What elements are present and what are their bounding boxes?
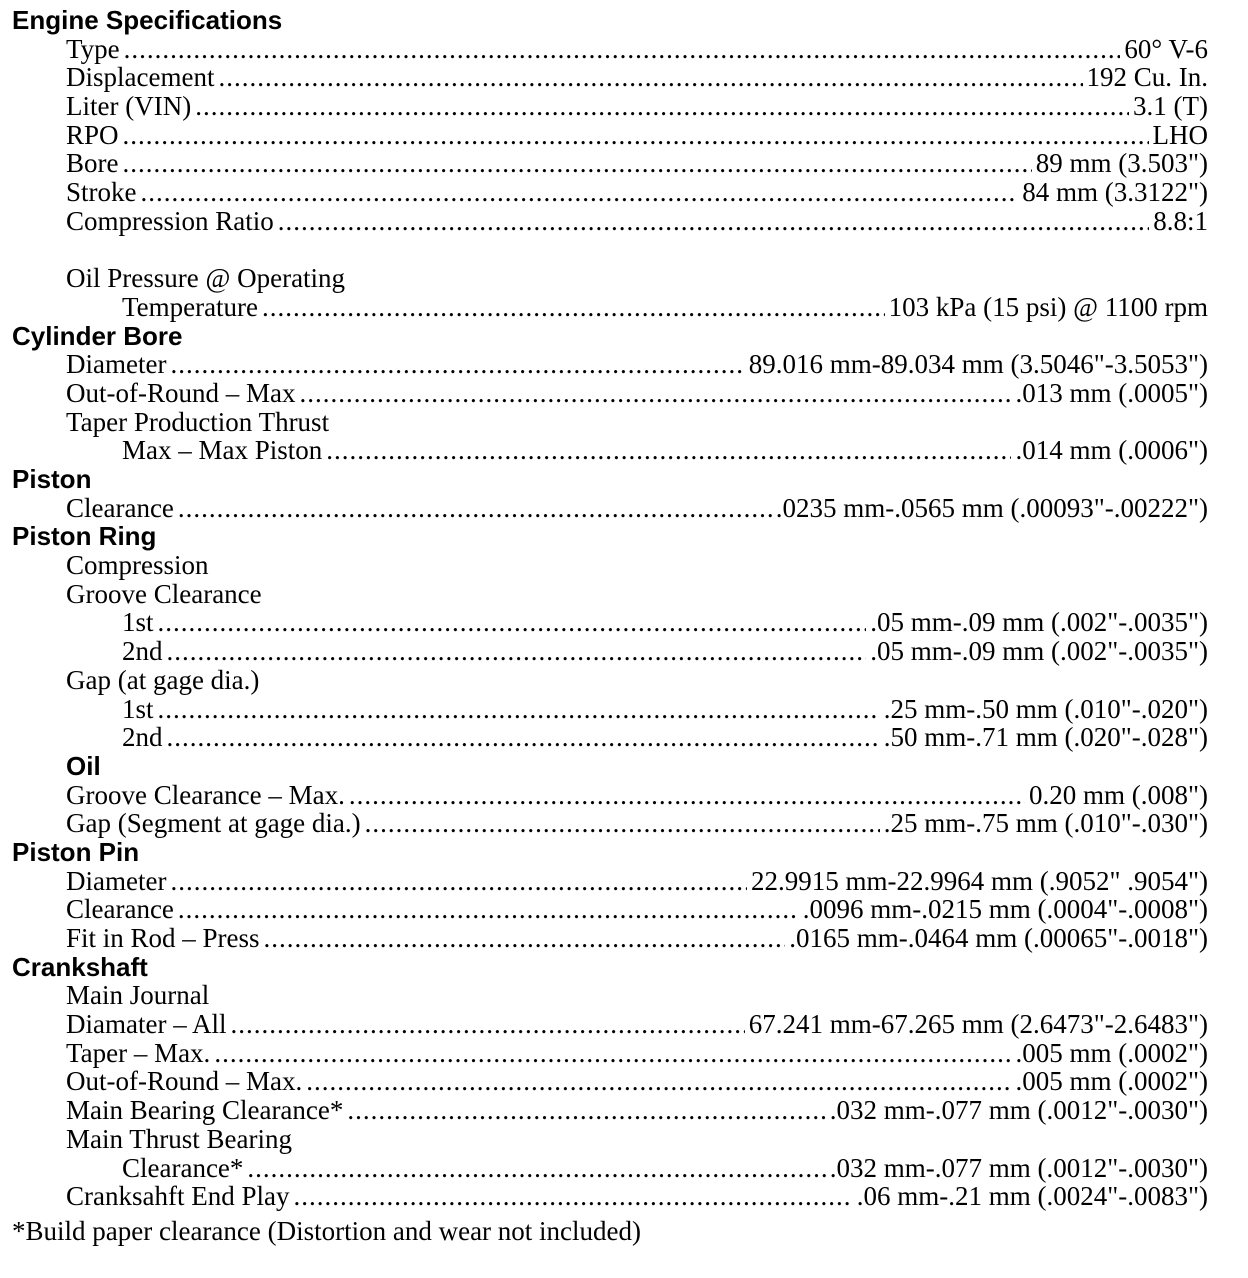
spec-row-compression-ratio: [12, 207, 1208, 236]
spec-row-groove-2nd: [12, 637, 1208, 666]
section-title-piston-ring: Piston Ring: [12, 521, 157, 552]
spec-value: 84 mm (3.3122"): [1022, 177, 1208, 208]
spec-row-pin-clearance: [12, 895, 1208, 924]
spec-label: RPO: [66, 119, 119, 150]
spec-value: .0096 mm-.0215 mm (.0004"-.0008"): [802, 894, 1208, 925]
dot-leader: [170, 867, 747, 896]
dot-leader: [278, 207, 1149, 236]
spec-row-piston-clearance: [12, 494, 1208, 523]
spec-value: 89.016 mm-89.034 mm (3.5046"-3.5053"): [748, 349, 1208, 380]
dot-leader: [141, 178, 1019, 207]
spec-label: Liter (VIN): [66, 91, 192, 122]
spec-label: Fit in Rod – Press: [66, 923, 260, 953]
spec-label: Compression Ratio: [66, 205, 274, 236]
spec-sheet: [12, 6, 1208, 1246]
spec-label: Out-of-Round – Max.: [66, 1066, 303, 1097]
spec-value: .50 mm-.71 mm (.020"-.028"): [883, 722, 1208, 753]
spec-row-liter: [12, 92, 1208, 121]
footnote: *Build paper clearance (Distortion and wear not included): [12, 1215, 642, 1246]
spec-label: Diamater – All: [66, 1009, 227, 1040]
section-title-cylinder-bore: Cylinder Bore: [12, 320, 183, 351]
spec-row-crank-out-of-round: [12, 1067, 1208, 1096]
spec-row-gap-2nd: [12, 723, 1208, 752]
spec-label: Clearance: [66, 492, 174, 523]
spec-label: Clearance*: [122, 1152, 244, 1183]
dot-leader: [349, 781, 1025, 810]
dot-leader: [170, 350, 744, 379]
section-title-piston-pin: Piston Pin: [12, 836, 140, 867]
dot-leader: [158, 695, 880, 724]
section-title-crankshaft: Crankshaft: [12, 951, 148, 982]
dot-leader: [124, 35, 1121, 64]
spec-label-oil-pressure: Oil Pressure @ Operating: [66, 263, 346, 294]
spec-row-gap-1st: [12, 695, 1208, 724]
spec-label: Gap (Segment at gage dia.): [66, 808, 361, 839]
dot-leader: [214, 1039, 1011, 1068]
spec-value: 103 kPa (15 psi) @ 1100 rpm: [888, 291, 1208, 322]
spec-row-oil-groove: [12, 781, 1208, 810]
spec-row-displacement: [12, 63, 1208, 92]
dot-leader: [347, 1096, 825, 1125]
spec-value: 60° V-6: [1124, 33, 1208, 64]
spec-value: 3.1 (T): [1133, 91, 1208, 122]
spec-label: Displacement: [66, 62, 215, 93]
spec-label: 2nd: [122, 636, 163, 667]
dot-leader: [218, 63, 1082, 92]
spec-label: Bore: [66, 148, 119, 179]
spec-row-thrust-bearing: [12, 1154, 1208, 1183]
spec-value: 8.8:1: [1153, 205, 1208, 236]
spec-label-taper: Taper Production Thrust: [66, 406, 330, 437]
dot-leader: [123, 121, 1149, 150]
spec-value: .014 mm (.0006"): [1015, 435, 1208, 466]
spec-label-gap: Gap (at gage dia.): [66, 664, 260, 695]
dot-leader: [167, 637, 867, 666]
dot-leader: [264, 924, 786, 953]
spec-row-end-play: [12, 1182, 1208, 1211]
spec-value: .032 mm-.077 mm (.0012"-.0030"): [829, 1152, 1208, 1183]
spec-value: .25 mm-.75 mm (.010"-.030"): [883, 808, 1208, 839]
spec-value: 89 mm (3.503"): [1035, 148, 1208, 179]
spec-row-crank-taper: [12, 1039, 1208, 1068]
spec-row-stroke: [12, 178, 1208, 207]
spec-value: .25 mm-.50 mm (.010"-.020"): [883, 693, 1208, 724]
spec-label: 1st: [122, 607, 154, 638]
spec-row-taper: [12, 436, 1208, 465]
spec-label: Out-of-Round – Max: [66, 377, 296, 408]
dot-leader: [365, 809, 880, 838]
spec-value: 0.20 mm (.008"): [1028, 779, 1208, 810]
dot-leader: [247, 1154, 825, 1183]
spacer: [12, 236, 1208, 265]
spec-label: Taper – Max.: [66, 1037, 211, 1068]
spec-label: Clearance: [66, 894, 174, 925]
spec-row-pin-fit: [12, 924, 1208, 953]
dot-leader: [158, 608, 867, 637]
spec-label-compression: Compression: [66, 550, 209, 581]
dot-leader: [299, 379, 1011, 408]
spec-value: .032 mm-.077 mm (.0012"-.0030"): [829, 1095, 1208, 1126]
dot-leader: [178, 895, 799, 924]
spec-label: Type: [66, 33, 120, 64]
spec-value: .05 mm-.09 mm (.002"-.0035"): [870, 636, 1208, 667]
spec-row-crank-diameter: [12, 1010, 1208, 1039]
section-title-piston: Piston: [12, 464, 92, 494]
spec-value: LHO: [1152, 119, 1208, 150]
spec-label-main-journal: Main Journal: [66, 980, 210, 1011]
spec-value: 192 Cu. In.: [1086, 62, 1208, 93]
spec-value: .0165 mm-.0464 mm (.00065"-.0018"): [789, 923, 1208, 953]
spec-value: .005 mm (.0002"): [1015, 1066, 1208, 1097]
dot-leader: [167, 723, 880, 752]
spec-label: Groove Clearance – Max.: [66, 779, 345, 810]
spec-label-thrust-bearing: Main Thrust Bearing: [66, 1123, 292, 1154]
spec-row-cylinder-diameter: [12, 350, 1208, 379]
spec-value: 22.9915 mm-22.9964 mm (.9052" .9054"): [750, 865, 1208, 896]
spec-row-groove-1st: [12, 608, 1208, 637]
spec-label: Temperature: [122, 291, 259, 322]
dot-leader: [293, 1182, 852, 1211]
spec-label: 2nd: [122, 722, 163, 753]
dot-leader: [122, 149, 1031, 178]
spec-value: .005 mm (.0002"): [1015, 1037, 1208, 1068]
spec-label: Main Bearing Clearance*: [66, 1095, 344, 1126]
spec-row-oil-gap: [12, 809, 1208, 838]
subsection-title-oil: Oil: [66, 750, 101, 781]
dot-leader: [230, 1010, 744, 1039]
spec-label: Cranksahft End Play: [66, 1181, 290, 1212]
spec-row-rpo: [12, 121, 1208, 150]
spec-row-pin-diameter: [12, 867, 1208, 896]
dot-leader: [326, 436, 1011, 465]
spec-value: 67.241 mm-67.265 mm (2.6473"-2.6483"): [748, 1009, 1208, 1040]
spec-row-oil-pressure: [12, 293, 1208, 322]
spec-row-main-bearing: [12, 1096, 1208, 1125]
spec-value: .06 mm-.21 mm (.0024"-.0083"): [856, 1181, 1208, 1212]
dot-leader: [195, 92, 1129, 121]
spec-label: Diameter: [66, 865, 167, 896]
spec-value: .0235 mm-.0565 mm (.00093"-.00222"): [775, 492, 1208, 523]
section-title-engine: Engine Specifications: [12, 5, 283, 35]
dot-leader: [306, 1067, 1011, 1096]
dot-leader: [262, 293, 885, 322]
dot-leader: [178, 494, 772, 523]
spec-value: .05 mm-.09 mm (.002"-.0035"): [870, 607, 1208, 638]
spec-value: .013 mm (.0005"): [1015, 377, 1208, 408]
spec-label: Stroke: [66, 177, 137, 208]
spec-label: Max – Max Piston: [122, 435, 323, 466]
spec-label: Diameter: [66, 349, 167, 380]
spec-row-type: [12, 35, 1208, 64]
spec-label-groove-clearance: Groove Clearance: [66, 578, 262, 609]
spec-row-cylinder-out-of-round: [12, 379, 1208, 408]
spec-row-bore: [12, 149, 1208, 178]
spec-label: 1st: [122, 693, 154, 724]
